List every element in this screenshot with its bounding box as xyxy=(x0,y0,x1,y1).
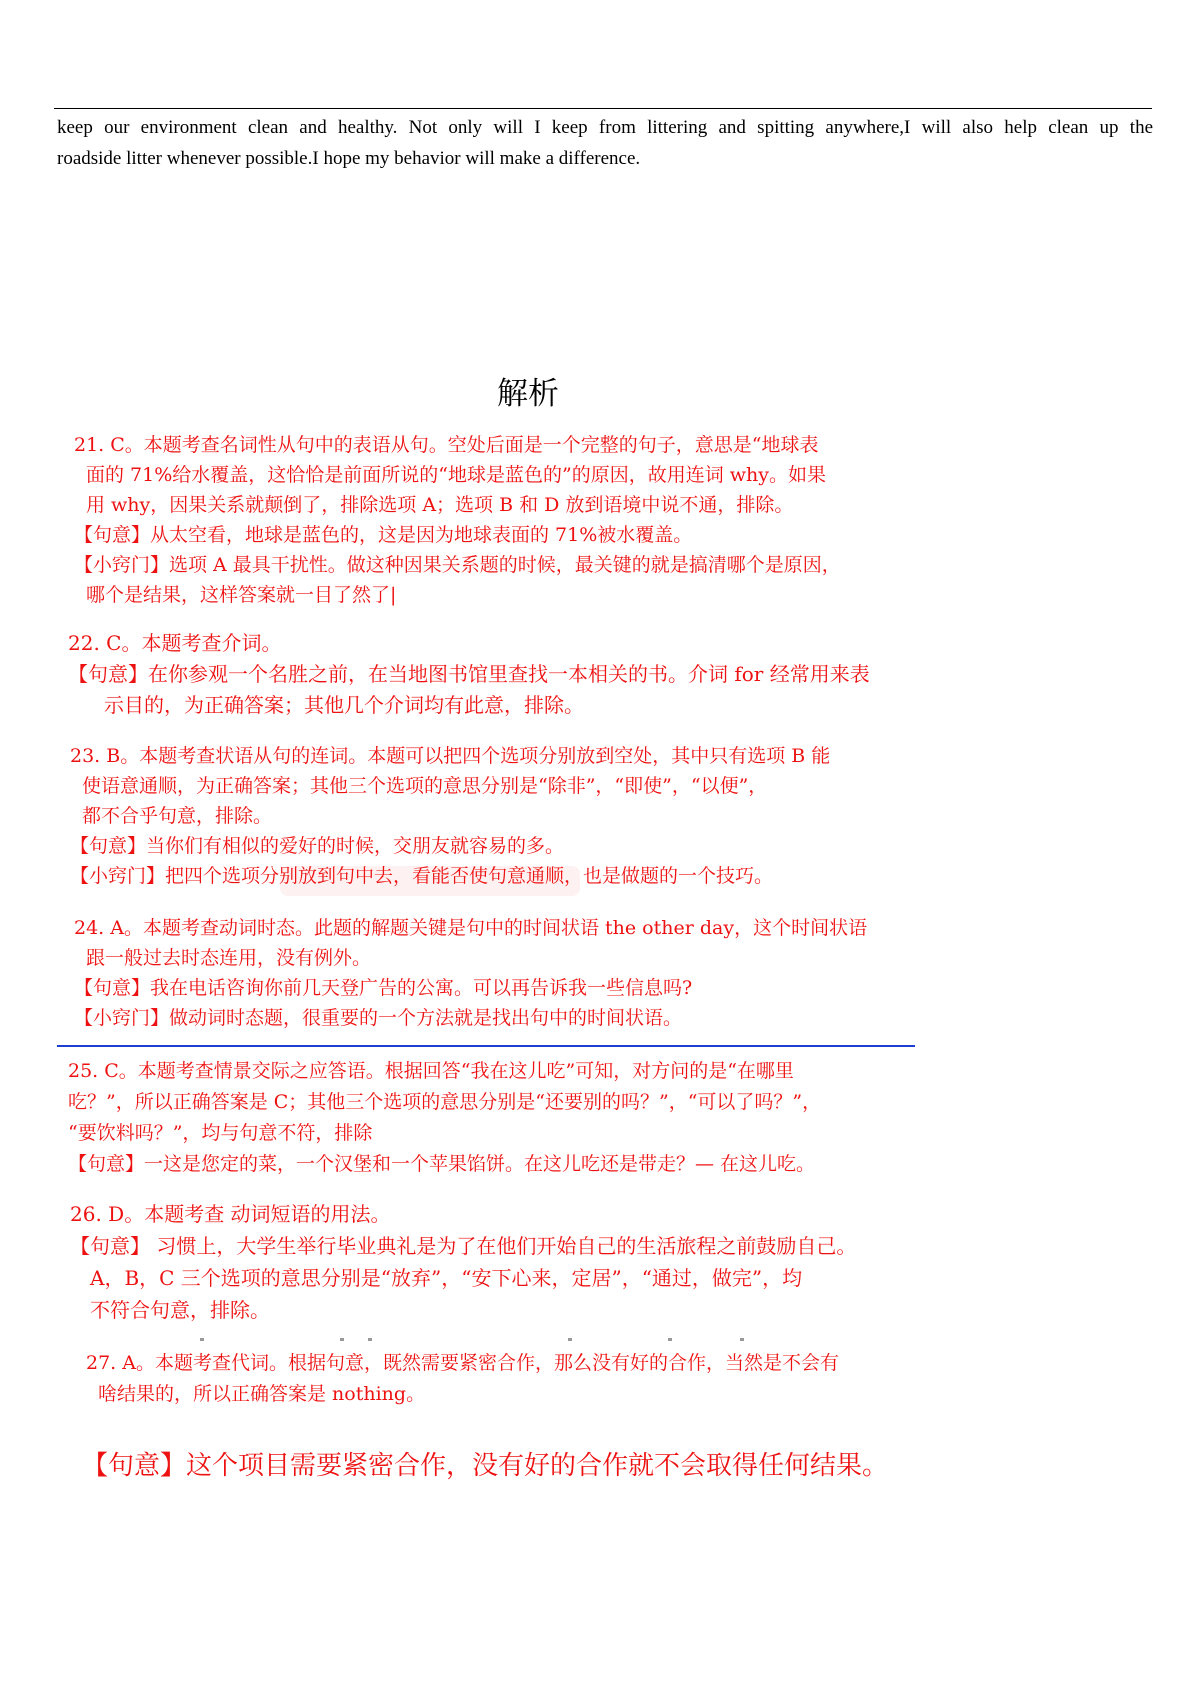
answer-26 xyxy=(70,1198,856,1326)
essay-line-1: keep our environment clean and healthy. Not only will I keep from littering and spitting anywhere,I will also help clean up the xyxy=(57,117,1153,138)
answer-23-meaning: 【句意】当你们有相似的爱好的时候，交朋友就容易的多。 xyxy=(70,835,565,857)
answer-26-line: 不符合句意，排除。 xyxy=(90,1298,270,1322)
answer-25-line: 25. C。本题考查情景交际之应答语。根据回答“我在这儿吃”可知，对方问的是“在哪里 xyxy=(68,1060,794,1082)
answer-21 xyxy=(74,430,841,610)
answer-27-line: 27. A。本题考查代词。根据句意，既然需要紧密合作，那么没有好的合作，当然是不会有 xyxy=(86,1352,839,1374)
answer-22-line: 22. C。本题考查介词。 xyxy=(68,631,282,655)
answer-27 xyxy=(86,1348,839,1410)
answer-27-meaning: 【句意】这个项目需要紧密合作，没有好的合作就不会取得任何结果。 xyxy=(82,1451,889,1481)
answer-27-line: 啥结果的，所以正确答案是 nothing。 xyxy=(98,1383,426,1405)
scan-speckles xyxy=(200,1338,760,1342)
answer-21-meaning: 【句意】从太空看，地球是蓝色的，这是因为地球表面的 71%被水覆盖。 xyxy=(74,524,693,546)
answer-24-line: 24. A。本题考查动词时态。此题的解题关键是句中的时间状语 the other day，这个时间状语 xyxy=(74,917,868,939)
answer-25-line: 吃？”，所以正确答案是 C；其他三个选项的意思分别是“还要别的吗？”，“可以了吗？”， xyxy=(68,1091,822,1113)
answer-26-line: 26. D。本题考查 动词短语的用法。 xyxy=(70,1202,391,1226)
page-title: 解析 xyxy=(497,376,559,412)
answer-22-line: 示目的，为正确答案；其他几个介词均有此意，排除。 xyxy=(104,693,584,717)
answer-21-tip-line: 哪个是结果，这样答案就一目了然了| xyxy=(86,584,397,606)
answer-24-tip: 【小窍门】做动词时态题，很重要的一个方法就是找出句中的时间状语。 xyxy=(74,1007,683,1029)
answer-22 xyxy=(68,628,870,721)
answer-25 xyxy=(68,1056,821,1180)
top-divider xyxy=(54,108,1152,109)
answer-24 xyxy=(74,913,867,1033)
answer-24-meaning: 【句意】我在电话咨询你前几天登广告的公寓。可以再告诉我一些信息吗? xyxy=(74,977,693,999)
answer-22-meaning: 【句意】在你参观一个名胜之前，在当地图书馆里查找一本相关的书。介词 for 经常用来表 xyxy=(68,662,870,686)
answer-23-line: 使语意通顺，为正确答案；其他三个选项的意思分别是“除非”，“即使”，“以便”， xyxy=(82,775,768,797)
answer-21-line: 面的 71%给水覆盖，这恰恰是前面所说的“地球是蓝色的”的原因，故用连词 why。如果 xyxy=(86,464,826,486)
answer-23-tip: 【小窍门】把四个选项分别放到句中去，看能否使句意通顺，也是做题的一个技巧。 xyxy=(70,865,774,887)
essay-continuation xyxy=(57,112,1153,174)
answer-26-meaning: 【句意】 习惯上，大学生举行毕业典礼是为了在他们开始自己的生活旅程之前鼓励自己。 xyxy=(70,1234,857,1258)
answer-21-line: 21. C。本题考查名词性从句中的表语从句。空处后面是一个完整的句子，意思是“地球表 xyxy=(74,434,819,456)
answer-23 xyxy=(70,741,830,891)
essay-line-2: roadside litter whenever possible.I hope my behavior will make a difference. xyxy=(57,148,641,169)
answer-26-line: A，B，C 三个选项的意思分别是“放弃”，“安下心来，定居”，“通过，做完”，均 xyxy=(90,1266,803,1290)
answer-21-tip: 【小窍门】选项 A 最具干扰性。做这种因果关系题的时候，最关键的就是搞清哪个是原因， xyxy=(74,554,841,576)
answer-23-line: 23. B。本题考查状语从句的连词。本题可以把四个选项分别放到空处，其中只有选项 B 能 xyxy=(70,745,831,767)
answer-23-line: 都不合乎句意，排除。 xyxy=(82,805,273,827)
blue-divider xyxy=(57,1045,915,1047)
answer-24-line: 跟一般过去时态连用，没有例外。 xyxy=(86,947,372,969)
answer-25-line: “要饮料吗？”，均与句意不符，排除 xyxy=(68,1122,373,1144)
answer-21-line: 用 why，因果关系就颠倒了，排除选项 A；选项 B 和 D 放到语境中说不通，排除。 xyxy=(86,494,794,516)
answer-25-meaning: 【句意】一这是您定的菜，一个汉堡和一个苹果馅饼。在这儿吃还是带走？— 在这儿吃。 xyxy=(68,1153,816,1175)
